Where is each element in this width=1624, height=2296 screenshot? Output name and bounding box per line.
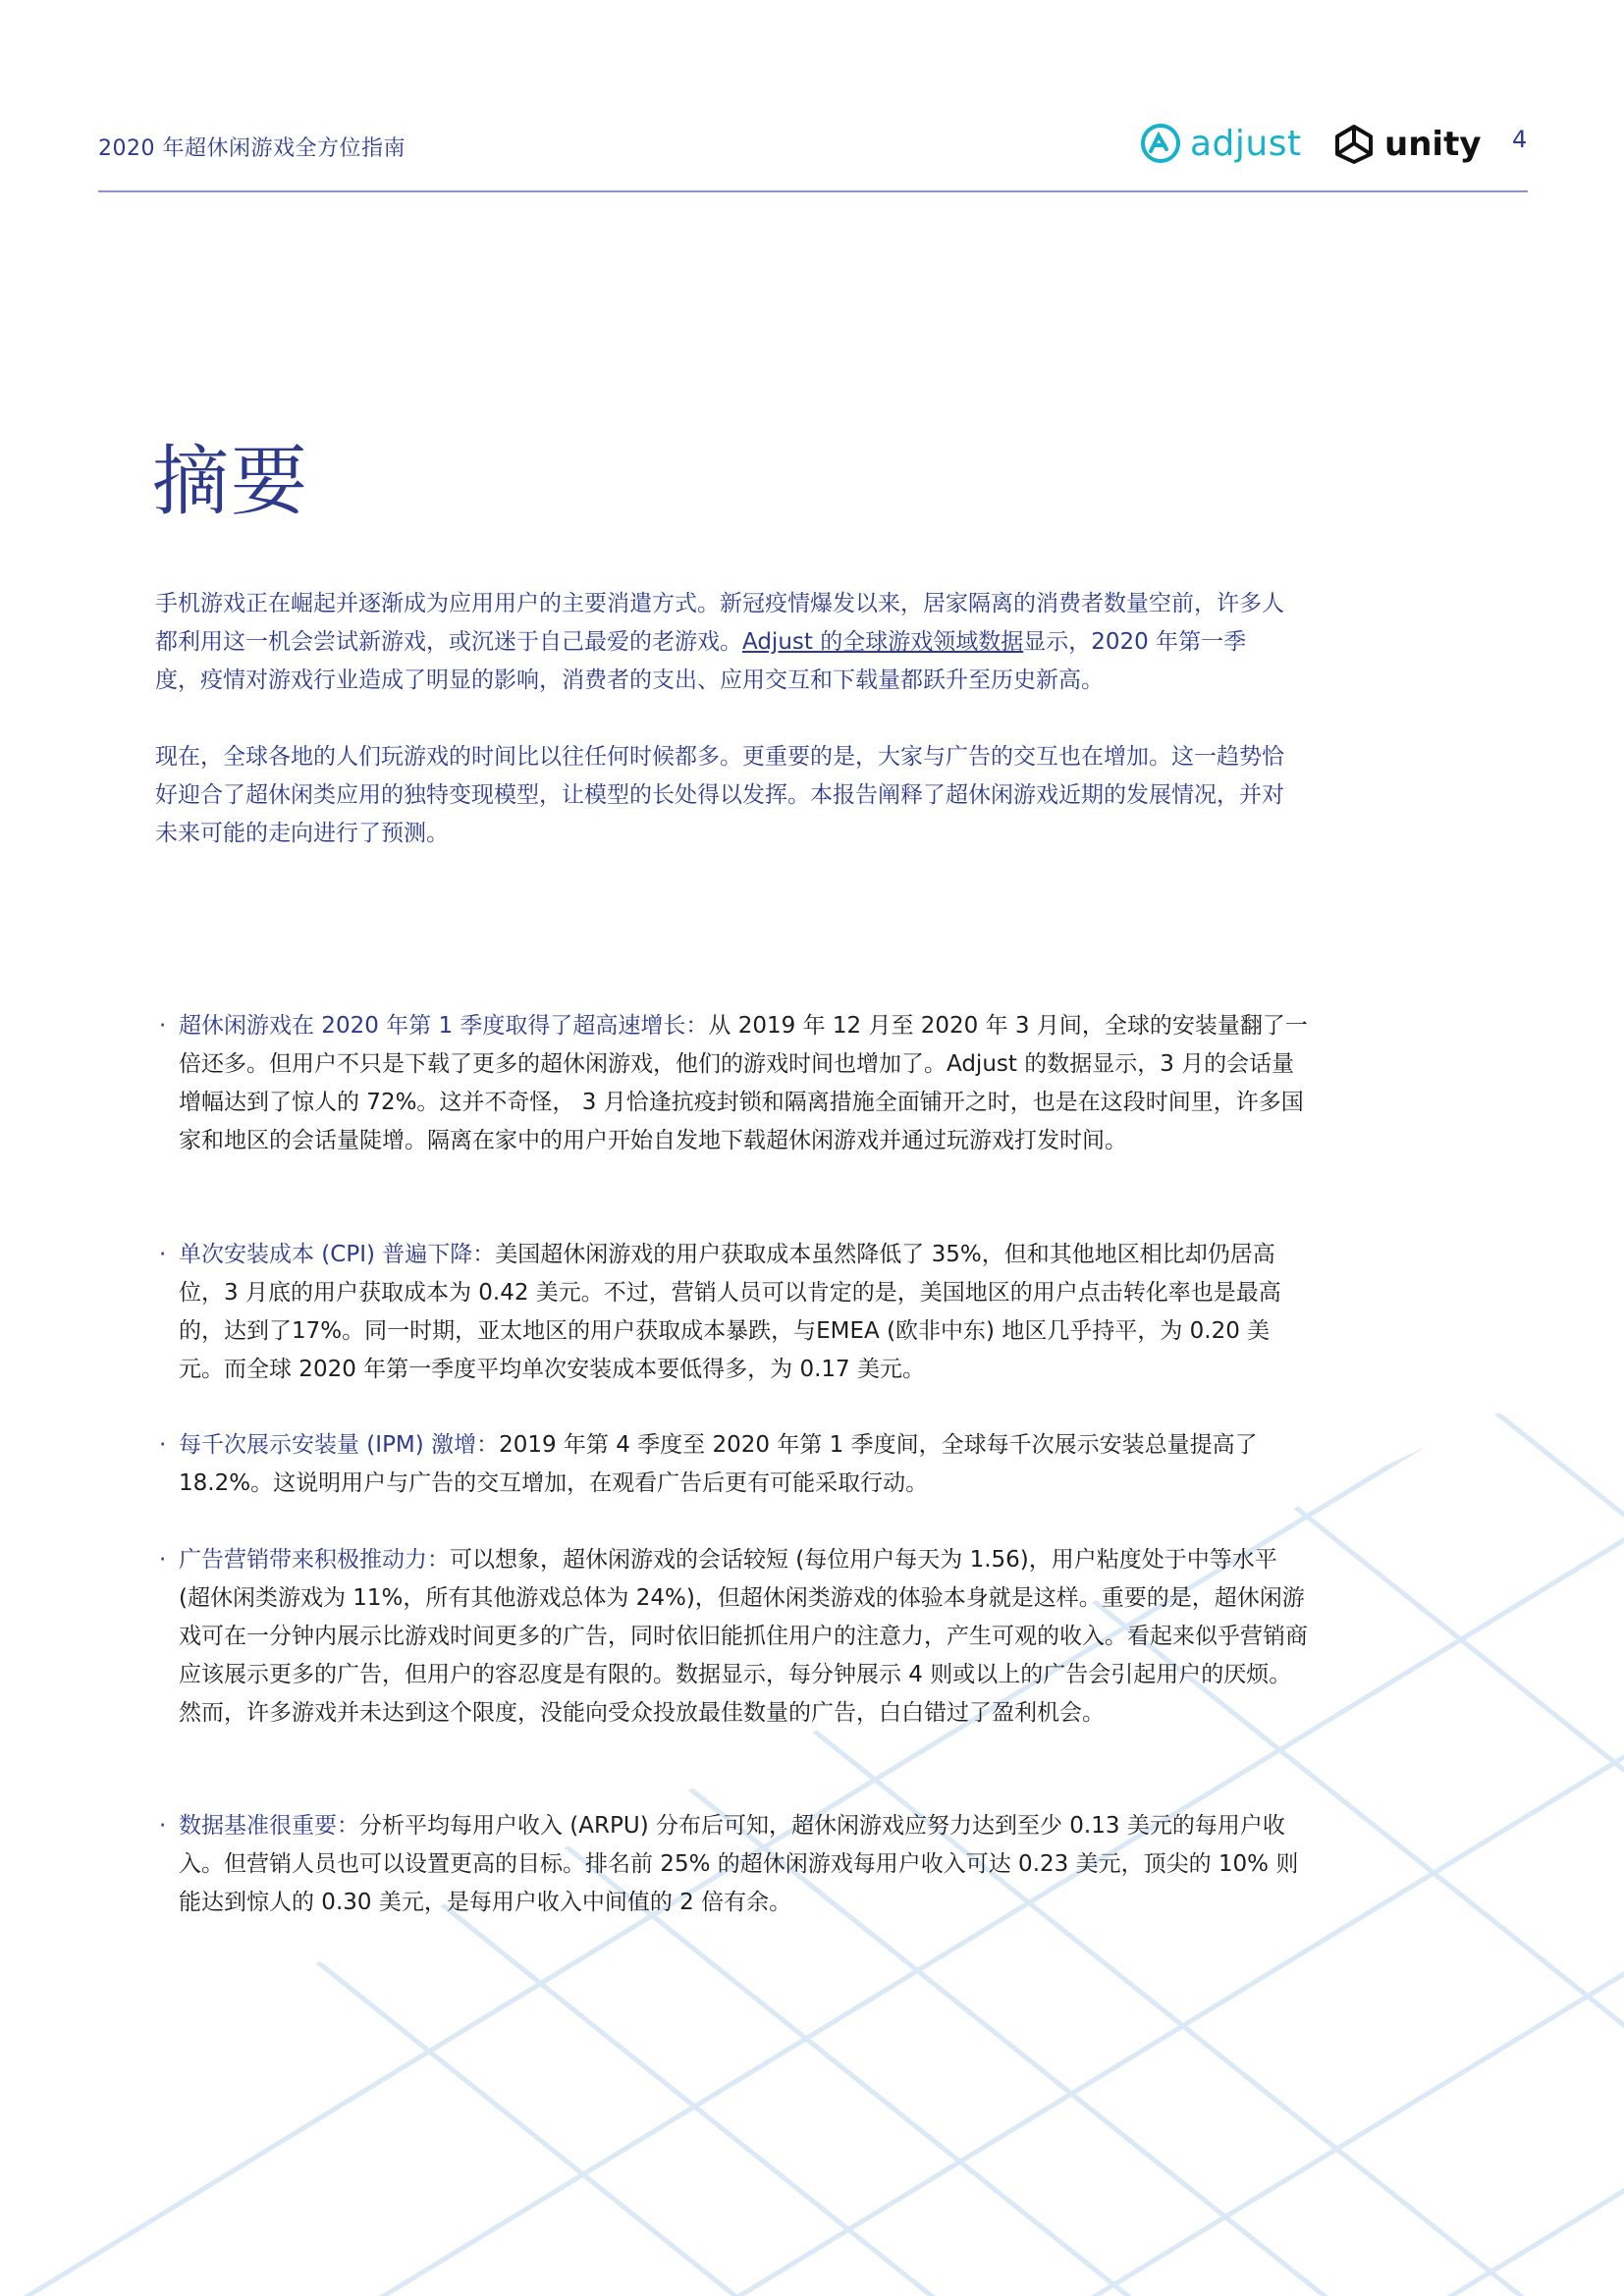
bullet-heading: 广告营销带来积极推动力： xyxy=(179,1547,450,1573)
intro-paragraph-1 xyxy=(155,585,1284,700)
bullet-body: 从 2019 年 12 月至 2020 年 3 月间，全球的安装量翻了一倍还多。但用户不只是下载了更多的超休闲游戏，他们的游戏时间也增加了。Adjust 的数据显示，3 月的会话量增幅达到了惊人的 72%。这并不奇怪， 3 月恰逢抗疫封锁和隔离措施全面铺开之时，也是在这段时间里，许多国家和地区的会话量陡增。隔离在家中的用户开始自发地下载超休闲游戏并通过玩游戏打发时间。 xyxy=(179,1013,1308,1153)
adjust-logo-text: adjust xyxy=(1190,123,1302,164)
adjust-logo xyxy=(1139,122,1302,165)
page-number: 4 xyxy=(1512,126,1528,153)
document-header-title: 2020 年超休闲游戏全方位指南 xyxy=(98,136,406,161)
bullet-body: 可以想象，超休闲游戏的会话较短 (每位用户每天为 1.56)，用户粘度处于中等水平 (超休闲类游戏为 11%，所有其他游戏总体为 24%)，但超休闲类游戏的体验本身就是这样。重要的是，超休闲游戏可在一分钟内展示比游戏时间更多的广告，同时依旧能抓住用户的注意力，产生可观的收入。看起来似乎营销商应该展示更多的广告，但用户的容忍度是有限的。数据显示，每分钟展示 4 则或以上的广告会引起用户的厌烦。然而，许多游戏并未达到这个限度，没能向受众投放最佳数量的广告，白白错过了盈利机会。 xyxy=(179,1547,1308,1726)
bullet-marker: · xyxy=(159,1813,167,1839)
bullet-marker: · xyxy=(159,1432,167,1458)
adjust-mark-icon xyxy=(1139,122,1182,165)
bullet-body: 美国超休闲游戏的用户获取成本虽然降低了 35%，但和其他地区相比却仍居高位，3 月底的用户获取成本为 0.42 美元。不过，营销人员可以肯定的是，美国地区的用户点击转化率也是最高的，达到了17%。同一时期，亚太地区的用户获取成本暴跌，与EMEA (欧非中东) 地区几乎持平，为 0.20 美元。而全球 2020 年第一季度平均单次安装成本要低得多，为 0.17 美元。 xyxy=(179,1242,1281,1382)
summary-bullet xyxy=(159,1541,1308,1733)
intro-paragraph-2: 现在，全球各地的人们玩游戏的时间比以往任何时候都多。更重要的是，大家与广告的交互也在增加。这一趋势恰好迎合了超休闲类应用的独特变现模型，让模型的长处得以发挥。本报告阐释了超休闲游戏近期的发展情况，并对未来可能的走向进行了预测。 xyxy=(155,744,1284,846)
bullet-marker: · xyxy=(159,1242,167,1267)
bullet-marker: · xyxy=(159,1013,167,1039)
intro-text: 手机游戏正在崛起并逐渐成为应用用户的主要消遣方式。新冠疫情爆发以来，居家隔离的消费者数量空前，许多人都利用这一机会尝试新游戏，或沉迷于自己最爱的老游戏。 xyxy=(155,591,1284,655)
unity-cube-icon xyxy=(1331,122,1377,167)
bullet-marker: · xyxy=(159,1547,167,1573)
summary-bullet xyxy=(159,1007,1308,1160)
adjust-gaming-data-link[interactable]: Adjust 的全球游戏领域数据 xyxy=(742,629,1024,655)
bullet-heading: 每千次展示安装量 (IPM) 激增： xyxy=(179,1432,500,1458)
summary-bullet xyxy=(159,1807,1308,1922)
unity-logo-text: unity xyxy=(1384,125,1482,164)
intro-text: 显示，2020 年第一季度，疫情对游戏行业造成了明显的影响，消费者的支出、应用交互和下载量都跃升至历史新高。 xyxy=(155,629,1247,693)
header-divider xyxy=(98,190,1528,192)
unity-logo xyxy=(1331,122,1481,167)
page-title: 摘要 xyxy=(152,438,310,526)
bullet-heading: 超休闲游戏在 2020 年第 1 季度取得了超高速增长： xyxy=(179,1013,709,1039)
bullet-heading: 单次安装成本 (CPI) 普遍下降： xyxy=(179,1242,496,1267)
summary-bullet xyxy=(159,1236,1308,1389)
summary-bullet xyxy=(159,1426,1308,1503)
bullet-body: 2019 年第 4 季度至 2020 年第 1 季度间，全球每千次展示安装总量提高了 18.2%。这说明用户与广告的交互增加，在观看广告后更有可能采取行动。 xyxy=(179,1432,1258,1496)
bullet-heading: 数据基准很重要： xyxy=(179,1813,359,1839)
bullet-body: 分析平均每用户收入 (ARPU) 分布后可知，超休闲游戏应努力达到至少 0.13 美元的每用户收入。但营销人员也可以设置更高的目标。排名前 25% 的超休闲游戏每用户收入可达 0.23 美元，顶尖的 10% 则能达到惊人的 0.30 美元，是每用户收入中间值的 2 倍有余。 xyxy=(179,1813,1299,1915)
